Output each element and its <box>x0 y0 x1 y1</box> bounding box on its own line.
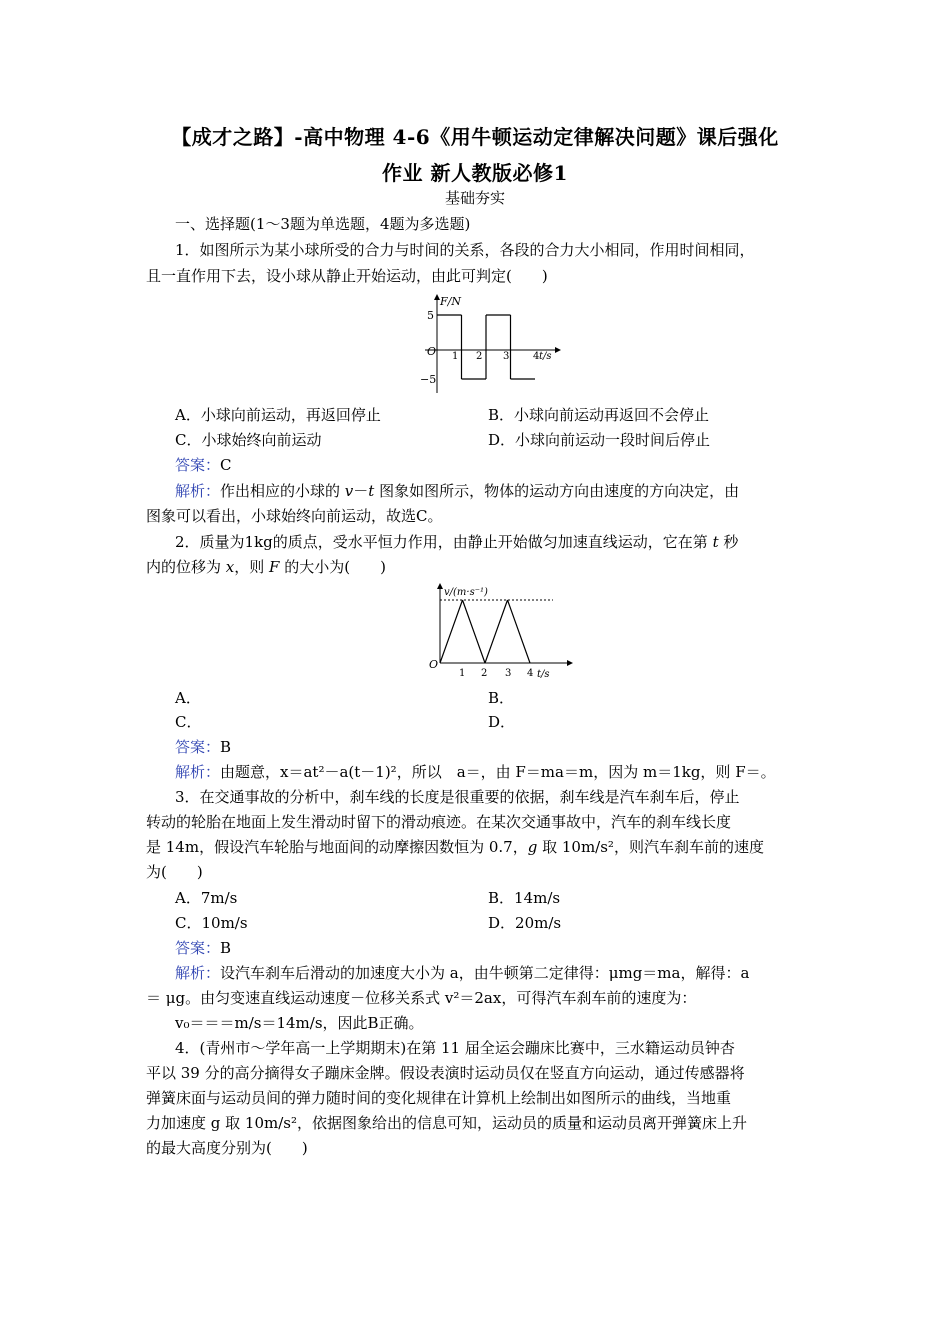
q1-x-tick-label: 2 <box>476 351 483 362</box>
q2-analysis <box>175 762 776 782</box>
q2-x-axis-label: t/s <box>537 669 550 680</box>
stem-text: 取 10m/s²，则汽车刹车前的速度 <box>537 838 764 856</box>
answer-label: 答案： <box>175 738 221 756</box>
stem-text: 2．质量为1kg的质点，受水平恒力作用，由静止开始做匀加速直线运动，它在第 <box>175 533 713 551</box>
analysis-text: － <box>353 482 369 500</box>
stem-text: 内的位移为 <box>146 558 226 576</box>
q2-velocity-segment <box>463 600 486 663</box>
q2-x-tick-label: 4 <box>527 668 534 679</box>
q2-origin-label: O <box>429 658 439 671</box>
analysis-text: 由题意，x＝at²－a(t－1)²，所以 a＝，由 F＝ma＝m，因为 m＝1kg，则 F＝。 <box>220 763 776 781</box>
q2-option-b: B． <box>488 689 515 707</box>
part-heading: 一、选择题(1～3题为单选题，4题为多选题) <box>175 215 471 233</box>
q1-option-b: B．小球向前运动再返回不会停止 <box>488 406 710 424</box>
q1-analysis-line1 <box>175 481 739 501</box>
stem-var: x <box>225 558 235 576</box>
q2-option-a: A． <box>175 689 201 707</box>
q2-answer <box>175 737 231 757</box>
stem-text: 的大小为( ) <box>279 558 386 576</box>
q1-option-c: C．小球始终向前运动 <box>175 431 322 449</box>
q4-stem-line4: 力加速度 g 取 10m/s²，依据图象给出的信息可知，运动员的质量和运动员离开弹簧床上升 <box>146 1114 747 1132</box>
q3-stem-line3 <box>146 837 764 857</box>
q3-option-c: C．10m/s <box>175 914 248 932</box>
analysis-text: 图象如图所示，物体的运动方向由速度的方向决定，由 <box>374 482 740 500</box>
stem-var: t <box>712 533 719 551</box>
analysis-label: 解析： <box>175 763 221 781</box>
q3-answer <box>175 938 231 958</box>
answer-value: C <box>220 456 232 474</box>
q2-velocity-series <box>440 600 530 663</box>
q1-y-tick-label: 5 <box>427 309 434 322</box>
analysis-text: 作出相应的小球的 <box>220 482 345 500</box>
q2-x-tick-label: 1 <box>459 668 466 679</box>
q2-option-d: D． <box>488 713 516 731</box>
q1-x-axis-label: t/s <box>539 351 552 362</box>
q1-y-tick-label: −5 <box>420 373 437 386</box>
q3-analysis-line3: v₀＝＝＝m/s＝14m/s，因此B正确。 <box>175 1014 424 1032</box>
q1-force-time-chart <box>415 293 565 397</box>
q2-stem-line2 <box>146 557 386 577</box>
q2-velocity-time-chart <box>425 583 575 683</box>
q1-x-tick-label: 4 <box>533 351 540 362</box>
answer-value: B <box>220 738 232 756</box>
document-title-line1: 【成才之路】-高中物理 4-6《用牛顿运动定律解决问题》课后强化 <box>171 125 779 149</box>
q2-x-tick-label: 2 <box>481 668 488 679</box>
q2-x-tick-label: 3 <box>505 668 512 679</box>
stem-text: 是 14m，假设汽车轮胎与地面间的动摩擦因数恒为 0.7， <box>146 838 528 856</box>
q1-option-a: A．小球向前运动，再返回停止 <box>175 406 381 424</box>
q1-option-d: D．小球向前运动一段时间后停止 <box>488 431 711 449</box>
q3-option-d: D．20m/s <box>488 914 562 932</box>
stem-text: ，则 <box>234 558 270 576</box>
q2-velocity-segment <box>508 600 531 663</box>
q1-origin-label: O <box>427 345 437 358</box>
analysis-text: 设汽车刹车后滑动的加速度大小为 a，由牛顿第二定律得：μmg＝ma，解得：a <box>220 964 750 982</box>
q2-stem-line1 <box>175 532 738 552</box>
q2-option-c: C． <box>175 713 202 731</box>
q3-stem-line4: 为( ) <box>146 863 203 881</box>
q3-option-a: A．7m/s <box>175 889 238 907</box>
q2-velocity-segment <box>485 600 508 663</box>
q1-x-tick-label: 3 <box>503 351 510 362</box>
answer-value: B <box>220 939 232 957</box>
q2-velocity-segment <box>440 600 463 663</box>
q3-option-b: B．14m/s <box>488 889 561 907</box>
analysis-label: 解析： <box>175 482 221 500</box>
analysis-label: 解析： <box>175 964 221 982</box>
q1-stem-line2: 且一直作用下去，设小球从静止开始运动，由此可判定( ) <box>146 267 548 285</box>
q2-y-axis-label: v/(m·s⁻¹) <box>444 587 488 598</box>
q1-analysis-line2: 图象可以看出，小球始终向前运动，故选C。 <box>146 507 443 525</box>
q4-stem-line5: 的最大高度分别为( ) <box>146 1139 308 1157</box>
answer-label: 答案： <box>175 939 221 957</box>
analysis-var: v <box>344 482 354 500</box>
q4-stem-line1: 4．(青州市～学年高一上学期期末)在第 11 届全运会蹦床比赛中，三水籍运动员钟杏 <box>175 1039 735 1057</box>
q4-stem-line3: 弹簧床面与运动员间的弹力随时间的变化规律在计算机上绘制出如图所示的曲线，当地重 <box>146 1089 732 1107</box>
answer-label: 答案： <box>175 456 221 474</box>
stem-text: 秒 <box>718 533 739 551</box>
document-title-line2: 作业 新人教版必修1 <box>382 161 568 185</box>
q1-y-axis-label: F/N <box>440 295 461 308</box>
stem-var: F <box>269 558 280 576</box>
q3-analysis-line1 <box>175 963 749 983</box>
q3-stem-line1: 3．在交通事故的分析中，刹车线的长度是很重要的依据，刹车线是汽车刹车后，停止 <box>175 788 740 806</box>
q1-force-series <box>437 315 535 379</box>
analysis-var: t <box>368 482 375 500</box>
q1-x-tick-label: 1 <box>452 351 459 362</box>
q3-analysis-line2: ＝ μg。由匀变速直线运动速度－位移关系式 v²＝2ax，可得汽车刹车前的速度为： <box>146 989 697 1007</box>
q1-stem-line1: 1．如图所示为某小球所受的合力与时间的关系，各段的合力大小相同，作用时间相同， <box>175 241 755 259</box>
q1-answer <box>175 455 232 475</box>
q4-stem-line2: 平以 39 分的高分摘得女子蹦床金牌。假设表演时运动员仅在竖直方向运动，通过传感器将 <box>146 1064 745 1082</box>
q3-stem-line2: 转动的轮胎在地面上发生滑动时留下的滑动痕迹。在某次交通事故中，汽车的刹车线长度 <box>146 813 732 831</box>
stem-var: g <box>527 838 538 856</box>
section-heading: 基础夯实 <box>444 189 505 207</box>
